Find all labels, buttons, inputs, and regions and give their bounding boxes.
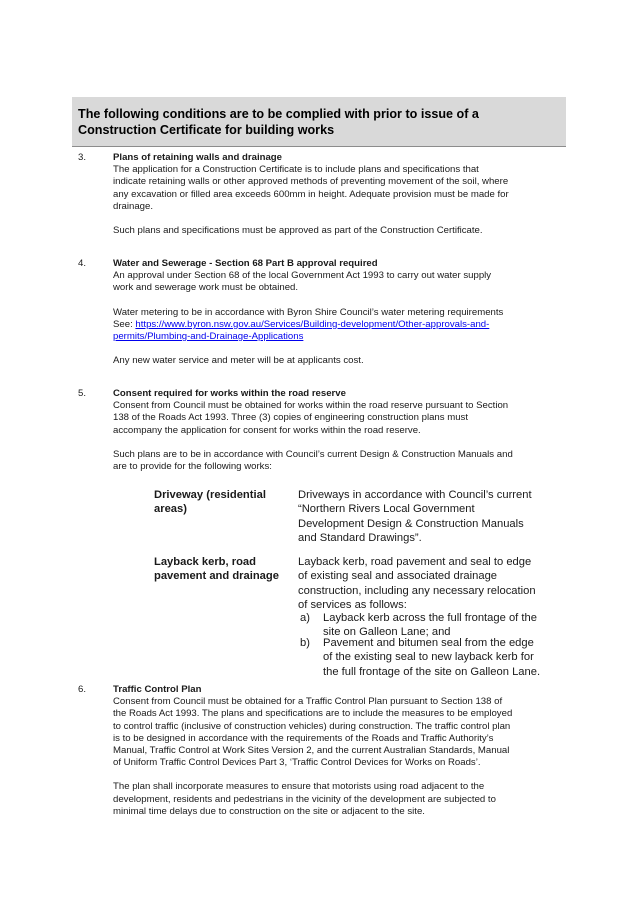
condition-paragraph: Such plans are to be in accordance with Council’s current Design & Construction Manuals and are to provide for the following works: <box>113 448 513 473</box>
subitem-text: Layback kerb across the full frontage of the site on Galleon Lane; and <box>323 612 537 639</box>
condition-paragraph: Any new water service and meter will be at applicants cost. <box>113 355 364 367</box>
condition-title: Traffic Control Plan <box>113 684 202 695</box>
works-label: Driveway (residential areas) <box>154 489 266 516</box>
subitem-text: Pavement and bitumen seal from the edge of the existing seal to new layback kerb for the full frontage of the site on Galleon Lane. <box>323 637 541 678</box>
section-heading: The following conditions are to be complied with prior to issue of a Construction Certificate for building works <box>78 107 479 137</box>
plumbing-drainage-link-cont[interactable]: permits/Plumbing-and-Drainage-Applications <box>113 331 304 343</box>
works-label: Layback kerb, road pavement and drainage <box>154 556 279 583</box>
condition-paragraph: Water metering to be in accordance with Byron Shire Council’s water metering requirements <box>113 306 504 318</box>
condition-paragraph: The application for a Construction Certificate is to include plans and specifications that indicate retaining walls or other approved methods of preventing movement of the soil, where any excavation or filled area exceeds 600mm in height. Adequate provision must be made for drainage. <box>113 164 509 212</box>
works-description: Layback kerb, road pavement and seal to edge of existing seal and associated drainage construction, including any necessary relocation of services as follows: <box>298 556 536 611</box>
condition-title: Plans of retaining walls and drainage <box>113 152 282 163</box>
condition-paragraph: Consent from Council must be obtained for works within the road reserve pursuant to Section 138 of the Roads Act 1993. Three (3) copies of engineering construction plans must accompany the application for consent for works within the road reserve. <box>113 400 509 436</box>
condition-number: 5. <box>78 388 87 399</box>
condition-number: 3. <box>78 152 87 163</box>
subitem-letter: a) <box>300 612 310 624</box>
condition-paragraph: Such plans and specifications must be approved as part of the Construction Certificate. <box>113 225 483 237</box>
plumbing-drainage-link[interactable]: https://www.byron.nsw.gov.au/Services/Building-development/Other-approvals-and- <box>135 318 490 330</box>
see-label: See: <box>113 318 136 330</box>
condition-title: Consent required for works within the road reserve <box>113 388 346 399</box>
section-banner <box>72 97 566 147</box>
subitem-letter: b) <box>300 637 310 649</box>
condition-paragraph: The plan shall incorporate measures to ensure that motorists using road adjacent to the development, residents and pedestrians in the vicinity of the development are subjected to minimal time delays due to construction on the site or adjacent to the site. <box>113 781 496 817</box>
condition-title: Water and Sewerage - Section 68 Part B approval required <box>113 258 378 269</box>
works-description: Driveways in accordance with Council’s current “Northern Rivers Local Government Development Design & Construction Manuals and Standard Drawings”. <box>298 489 532 544</box>
condition-number: 6. <box>78 684 87 695</box>
condition-paragraph: An approval under Section 68 of the local Government Act 1993 to carry out water supply work and sewerage work must be obtained. <box>113 270 492 294</box>
condition-number: 4. <box>78 258 87 269</box>
condition-paragraph: Consent from Council must be obtained for a Traffic Control Plan pursuant to Section 138 of the Roads Act 1993. The plans and specifications are to include the measures to be employed to control traffic (inclusive of construction vehicles) during construction. The traffic control plan is to be designed in accordance with the requirements of the Roads and Traffic Authority’s Manual, Traffic Control at Work Sites Version 2, and the current Australian Standards, Manual of Uniform Traffic Control Devices Part 3, ‘Traffic Control Devices for Works on Roads’. <box>113 696 513 769</box>
